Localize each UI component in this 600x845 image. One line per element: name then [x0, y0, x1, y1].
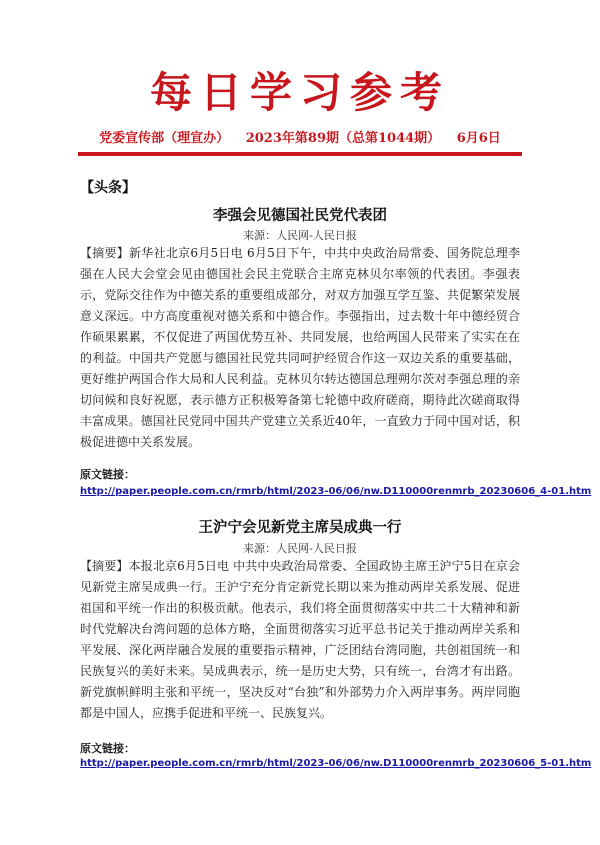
article-headline: 王沪宁会见新党主席吴成典一行 — [198, 520, 402, 536]
article-abstract: 【摘要】本报北京6月5日电 中共中央政治局常委、全国政协主席王沪宁5日在京会见新党主席吴成典一行。王沪宁充分肯定新党长期以来为推动两岸关系发展、促进祖国和平统一作出的积极贡献。他表示，我们将全面贯彻落实中共二十大精神和新时代党解决台湾问题的总体方略，全面贯彻落实习近平总书记关于推动两岸关系和平发展、深化两岸融合发展的重要指示精神，广泛团结台湾同胞，共创祖国统一和民族复兴的美好未来。吴成典表示，统一是历史大势，只有统一，台湾才有出路。新党旗帜鲜明主张和平统一，坚决反对“台独”和外部势力介入两岸事务。两岸同胞都是中国人，应携手促进和平统一、民族复兴。 — [80, 559, 520, 720]
masthead-title: 每日学习参考 — [149, 68, 450, 117]
article-source: 来源：人民网-人民日报 — [243, 229, 357, 242]
issue-department: 党委宣传部（理宣办） — [99, 131, 230, 146]
issue-date: 6月6日 — [456, 131, 501, 146]
source-link-label: 原文链接： — [80, 742, 135, 755]
source-link-label: 原文链接： — [80, 468, 135, 481]
section-label: 【头条】 — [80, 180, 136, 196]
source-link[interactable]: http://paper.people.com.cn/rmrb/html/2023-06/06/nw.D110000renmrb_20230606_5-01.htm — [80, 758, 592, 769]
article-source: 来源：人民网-人民日报 — [243, 542, 357, 555]
issue-number: 2023年第89期（总第1044期） — [245, 131, 441, 146]
article-headline: 李强会见德国社民党代表团 — [213, 208, 387, 224]
header-divider — [78, 152, 522, 156]
article-abstract: 【摘要】新华社北京6月5日电 6月5日下午，中共中央政治局常委、国务院总理李强在人民大会堂会见由德国社会民主党联合主席克林贝尔率领的代表团。李强表示，党际交往作为中德关系的重要组成部分，对双方加强互学互鉴、共促繁荣发展意义深远。中方高度重视对德关系和中德合作。李强指出，过去数十年中德经贸合作硕果累累，不仅促进了两国优势互补、共同发展，也给两国人民带来了实实在在的利益。中国共产党愿与德国社民党共同呵护经贸合作这一双边关系的重要基础，更好维护两国合作大局和人民利益。克林贝尔转达德国总理朔尔茨对李强总理的亲切问候和良好祝愿，表示德方正积极筹备第七轮德中政府磋商，期待此次磋商取得丰富成果。德国社民党同中国共产党建立关系近40年，一直致力于同中国对话，积极促进德中关系发展。 — [80, 246, 520, 449]
source-link[interactable]: http://paper.people.com.cn/rmrb/html/2023-06/06/nw.D110000renmrb_20230606_4-01.htm — [80, 486, 592, 497]
issue-info — [0, 127, 600, 146]
